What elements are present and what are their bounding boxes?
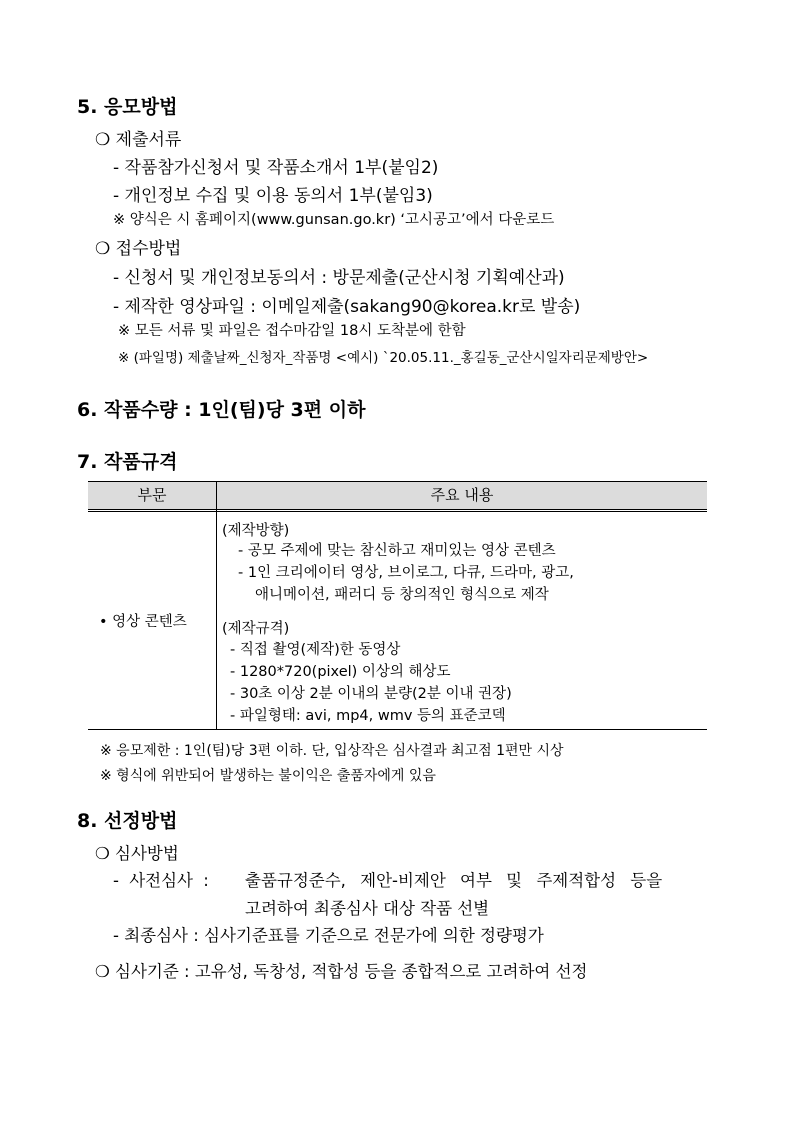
table-cell-item: - 직접 촬영(제작)한 동영상 (230, 642, 401, 658)
final-review: - 최종심사 : 심사기준표를 기준으로 전문가에 의한 정량평가 (113, 926, 544, 945)
pre-review-text: 출품규정준수, 제안-비제안 여부 및 주제적합성 등을 (245, 871, 663, 890)
spec-table (88, 481, 707, 730)
section-6-title: 6. 작품수량 : 1인(팀)당 3편 이하 (77, 399, 366, 421)
pre-review-label: - 사전심사 : (113, 871, 209, 890)
note: ※ 모든 서류 및 파일은 접수마감일 18시 도착분에 한함 (118, 323, 466, 339)
table-header-content: 주요 내용 (430, 486, 494, 504)
note: ※ (파일명) 제출날짜_신청자_작품명 <예시) `20.05.11._홍길동_군산시일자리문제방안> (118, 350, 649, 366)
table-rule (88, 729, 707, 730)
table-cell-item: - 공모 주제에 맞는 참신하고 재미있는 영상 콘텐츠 (238, 543, 556, 559)
list-item: - 신청서 및 개인정보동의서 : 방문제출(군산시청 기획예산과) (113, 268, 565, 288)
table-cell-item: - 1인 크리에이터 영상, 브이로그, 다큐, 드라마, 광고, (238, 565, 574, 581)
section-7-title: 7. 작품규격 (77, 451, 178, 473)
note: ※ 형식에 위반되어 발생하는 불이익은 출품자에게 있음 (100, 768, 436, 784)
pre-review-text: 고려하여 최종심사 대상 작품 선별 (245, 899, 490, 918)
table-cell-heading: (제작규격) (222, 621, 290, 637)
table-cell-heading: (제작방향) (222, 523, 290, 539)
table-cell-category: • 영상 콘텐츠 (99, 614, 187, 630)
list-item: - 개인정보 수집 및 이용 동의서 1부(붙임3) (113, 186, 433, 206)
note: ※ 양식은 시 홈페이지(www.gunsan.go.kr) ‘고시공고’에서 다운로드 (113, 212, 555, 228)
table-cell-item: 애니메이션, 패러디 등 창의적인 형식으로 제작 (255, 587, 549, 603)
list-item: - 작품참가신청서 및 작품소개서 1부(붙임2) (113, 158, 439, 178)
table-cell-item: - 1280*720(pixel) 이상의 해상도 (230, 664, 451, 680)
section-5-sub-submission: ❍ 접수방법 (95, 239, 182, 259)
table-cell-item: - 30초 이상 2분 이내의 분량(2분 이내 권장) (230, 686, 512, 702)
table-divider (216, 482, 217, 729)
section-5-sub-documents: ❍ 제출서류 (95, 130, 182, 150)
table-header-category: 부문 (137, 486, 167, 504)
list-item: - 제작한 영상파일 : 이메일제출(sakang90@korea.kr로 발송) (113, 297, 581, 317)
note: ※ 응모제한 : 1인(팀)당 3편 이하. 단, 입상작은 심사결과 최고점 1편만 시상 (100, 743, 564, 759)
section-8-sub-method: ❍ 심사방법 (95, 844, 179, 863)
review-criteria: ❍ 심사기준 : 고유성, 독창성, 적합성 등을 종합적으로 고려하여 선정 (95, 962, 588, 981)
table-rule (88, 509, 707, 512)
section-8-title: 8. 선정방법 (77, 810, 178, 832)
section-5-title: 5. 응모방법 (77, 96, 178, 118)
table-cell-item: - 파일형태: avi, mp4, wmv 등의 표준코덱 (230, 708, 506, 724)
